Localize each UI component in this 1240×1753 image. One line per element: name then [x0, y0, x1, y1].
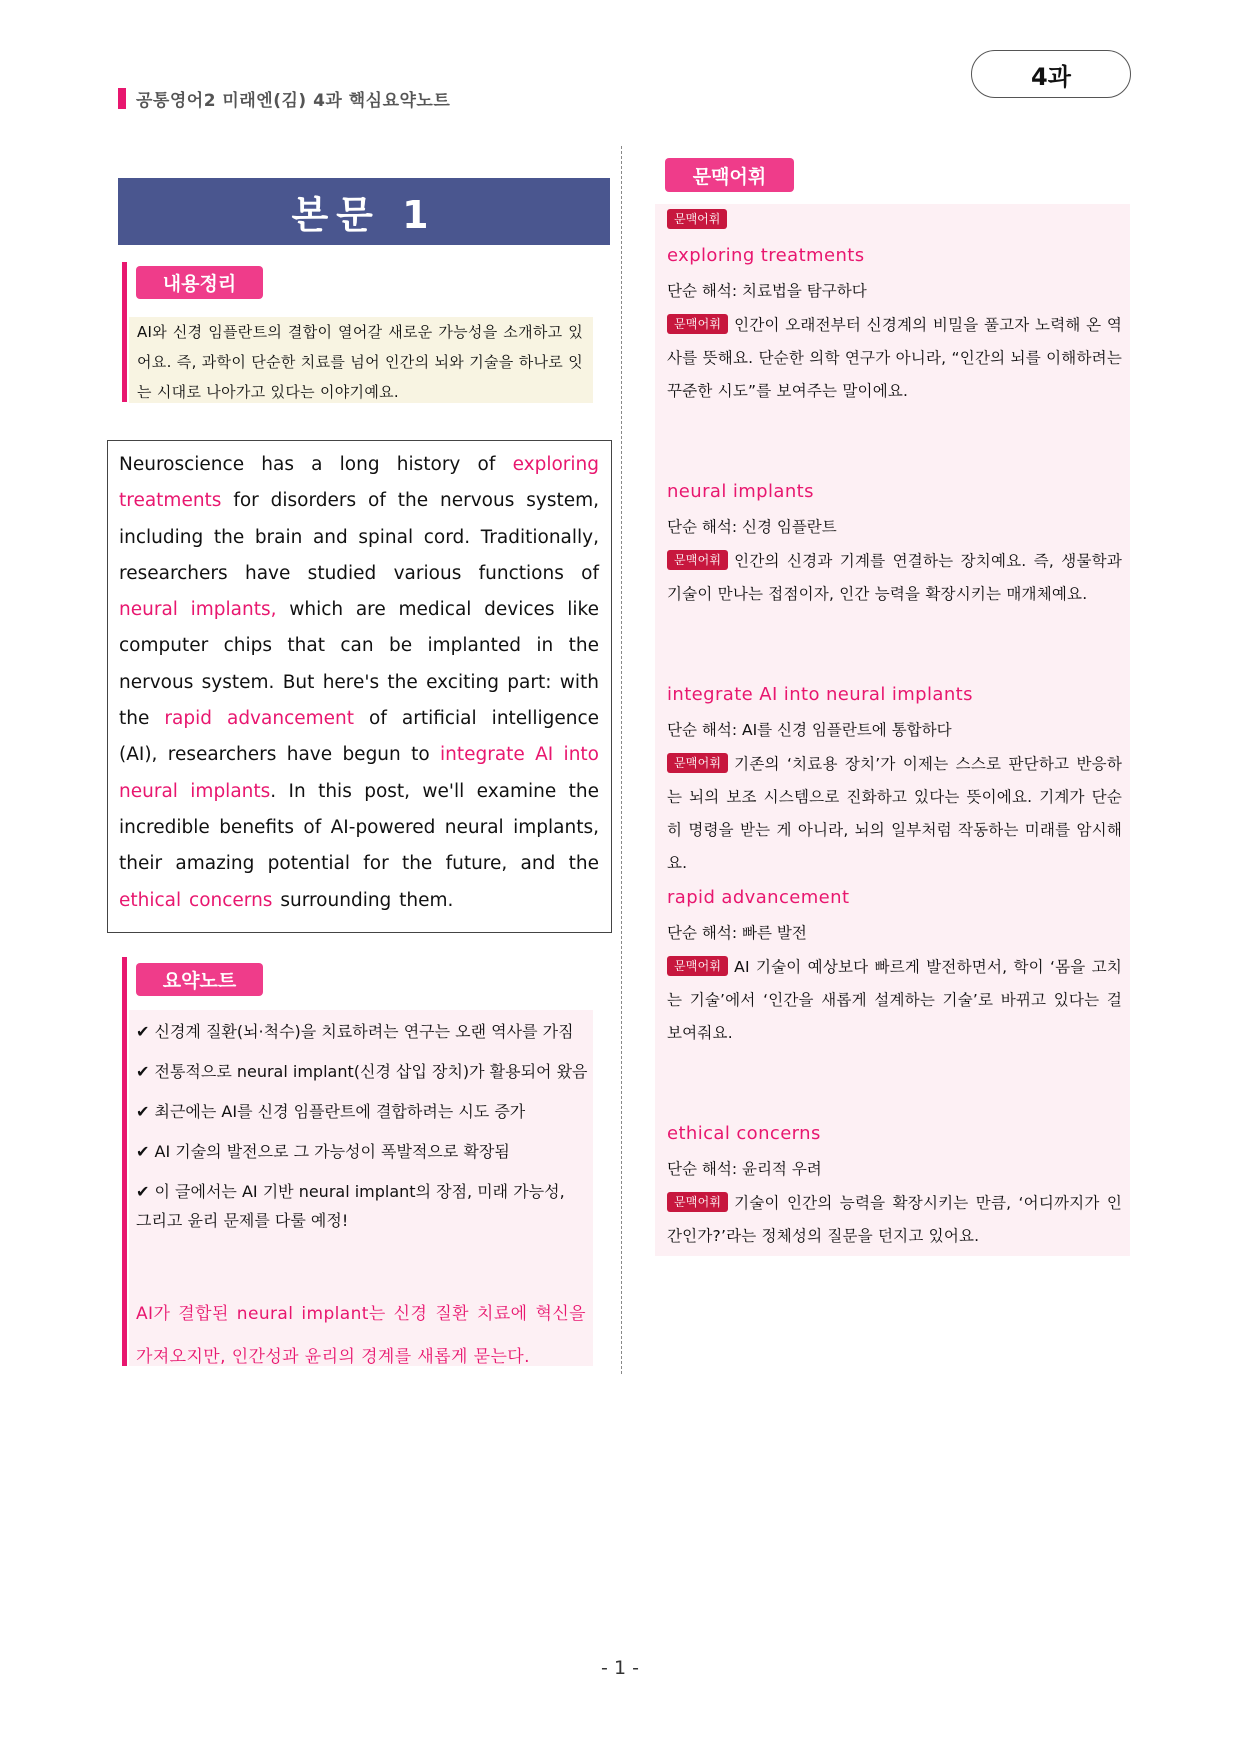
vocab-item [667, 684, 1122, 880]
content-summary-tag: 내용정리 [136, 266, 263, 299]
vocab-explanation-text: 기존의 ‘치료용 장치’가 이제는 스스로 판단하고 반응하는 뇌의 보조 시스템으로 진화하고 있다는 뜻이에요. 기계가 단순히 명령을 받는 게 아니라, 뇌의 일부처럼 작동하는 미래를 암시해요. [667, 755, 1122, 872]
vocab-simple-meaning: 단순 해석: 윤리적 우려 [667, 1160, 822, 1178]
vocab-tag: 문맥어휘 [667, 956, 728, 976]
checklist-continuation: 그리고 윤리 문제를 다룰 예정! [136, 1211, 349, 1230]
page-number: - 1 - [601, 1657, 639, 1679]
context-vocab-title: 문맥어휘 [665, 158, 794, 192]
column-divider [621, 146, 622, 1374]
passage-vocab-highlight: rapid advancement [164, 708, 355, 730]
checklist-item: ✔ AI 기술의 발전으로 그 가능성이 폭발적으로 확장됨 [136, 1142, 510, 1161]
context-vocab-label [667, 209, 727, 229]
vocab-item [667, 481, 1122, 611]
vocab-tag: 문맥어휘 [667, 1192, 728, 1212]
vocab-item [667, 887, 1122, 1050]
vocab-simple-meaning: 단순 해석: 빠른 발전 [667, 924, 807, 942]
reading-passage [107, 440, 612, 933]
passage-text: for disorders of the nervous system, including the brain and spinal cord. Traditionally, researchers have studied various functions of [119, 490, 599, 584]
vocab-simple-meaning: 단순 해석: 치료법을 탐구하다 [667, 282, 867, 300]
summary-checklist [136, 1012, 588, 1212]
vocab-item [667, 245, 1122, 408]
passage-text: surrounding them. [272, 889, 454, 911]
vocab-term: integrate AI into neural implants [667, 684, 973, 705]
vocab-explanation [667, 545, 1122, 611]
vocab-explanation [667, 748, 1122, 880]
key-conclusion: AI가 결합된 neural implant는 신경 질환 치료에 혁신을 가져오지만, 인간성과 윤리의 경계를 새롭게 묻는다. [136, 1304, 586, 1367]
section-title: 본문 1 [118, 178, 610, 245]
vocab-simple-meaning: 단순 해석: 신경 임플란트 [667, 518, 837, 536]
vocab-term: neural implants [667, 481, 814, 502]
vocab-term: rapid advancement [667, 887, 850, 908]
content-section-accent [122, 262, 127, 402]
vocab-item [667, 1123, 1122, 1253]
vocab-explanation [667, 951, 1122, 1050]
document-title: 공통영어2 미래엔(김) 4과 핵심요약노트 [136, 90, 451, 111]
checklist-item: ✔ 최근에는 AI를 신경 임플란트에 결합하려는 시도 증가 [136, 1102, 526, 1121]
content-summary: AI와 신경 임플란트의 결합이 열어갈 새로운 가능성을 소개하고 있어요. 즉, 과학이 단순한 치료를 넘어 인간의 뇌와 기술을 하나로 잇는 시대로 나아가고 있다는 이야기예요. [129, 317, 593, 403]
header-accent-bar [118, 88, 126, 109]
passage-text: which are medical devices like computer chips that can be implanted in the nervous system. But here's the exciting part: with the [119, 599, 599, 730]
passage-text: . In this post, we'll examine the incredible benefits of AI-powered neural implants, their amazing potential for the future, and the [119, 780, 599, 875]
passage-vocab-highlight: neural implants, [119, 599, 277, 621]
passage-text: Neuroscience has a long history of [119, 454, 513, 475]
checklist-item: ✔ 이 글에서는 AI 기반 neural implant의 장점, 미래 가능성, [136, 1182, 565, 1201]
vocab-explanation-text: 기술이 인간의 능력을 확장시키는 만큼, ‘어디까지가 인간인가?’라는 정체성의 질문을 던지고 있어요. [667, 1194, 1122, 1245]
document-header [118, 86, 450, 110]
passage-vocab-highlight: ethical concerns [119, 889, 273, 911]
vocab-tag: 문맥어휘 [667, 314, 728, 334]
vocab-term: exploring treatments [667, 245, 865, 266]
checklist-item: ✔ 전통적으로 neural implant(신경 삽입 장치)가 활용되어 왔음 [136, 1062, 588, 1081]
vocab-explanation-text: AI 기술이 예상보다 빠르게 발전하면서, 학이 ‘몸을 고치는 기술’에서 ‘인간을 새롭게 설계하는 기술’로 바뀌고 있다는 걸 보여줘요. [667, 958, 1122, 1042]
vocab-explanation [667, 1187, 1122, 1253]
passage-vocab-highlight: integrate AI into neural implants [119, 744, 599, 802]
summary-note-tag: 요약노트 [136, 963, 263, 996]
summary-section-accent [122, 957, 127, 1366]
vocab-term: ethical concerns [667, 1123, 821, 1144]
checklist-item: ✔ 신경계 질환(뇌·척수)을 치료하려는 연구는 오랜 역사를 가짐 [136, 1022, 574, 1041]
vocab-tag: 문맥어휘 [667, 753, 728, 773]
vocab-explanation-text: 인간의 신경과 기계를 연결하는 장치예요. 즉, 생물학과 기술이 만나는 접점이자, 인간 능력을 확장시키는 매개체예요. [667, 552, 1122, 603]
vocab-tag: 문맥어휘 [667, 209, 727, 229]
lesson-badge: 4과 [971, 50, 1131, 98]
vocab-simple-meaning: 단순 해석: AI를 신경 임플란트에 통합하다 [667, 721, 952, 739]
vocab-tag: 문맥어휘 [667, 550, 728, 570]
vocab-explanation-text: 인간이 오래전부터 신경계의 비밀을 풀고자 노력해 온 역사를 뜻해요. 단순한 의학 연구가 아니라, “인간의 뇌를 이해하려는 꾸준한 시도”를 보여주는 말이에요. [667, 316, 1122, 400]
passage-vocab-highlight: exploring treatments [119, 454, 599, 512]
passage-text: of artificial intelligence (AI), researchers have begun to [119, 708, 600, 766]
vocab-explanation [667, 309, 1122, 408]
